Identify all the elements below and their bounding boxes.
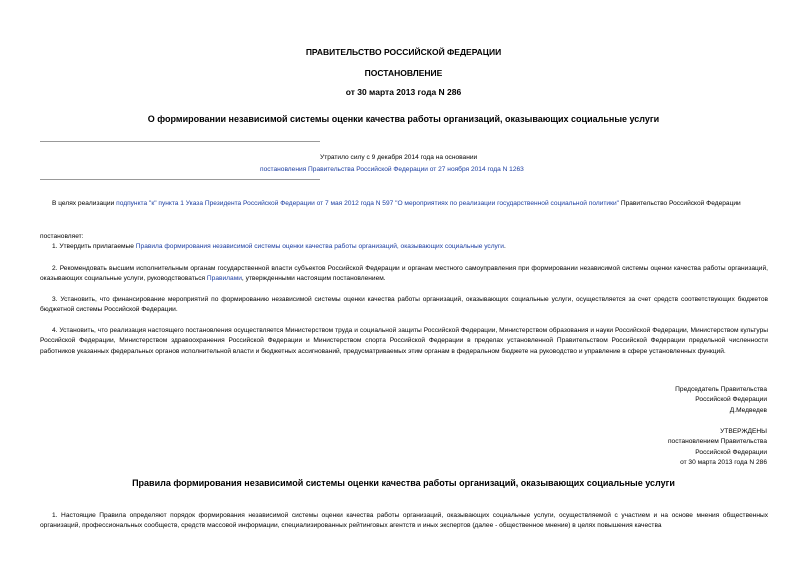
item-2 xyxy=(40,264,768,285)
item-1-text: 1. Утвердить прилагаемые xyxy=(52,243,136,250)
divider-top xyxy=(40,141,320,142)
lapsed-link[interactable]: постановления Правительства Российской Федерации от 27 ноября 2014 года N 1263 xyxy=(260,166,524,173)
rules-link[interactable]: Правила формирования независимой системы оценки качества работы организаций, оказывающих социальные услуги xyxy=(135,243,504,250)
lapsed-note xyxy=(260,152,650,176)
document-title: О формировании независимой системы оценки качества работы организаций, оказывающих социальные услуги xyxy=(147,114,660,124)
divider-bottom xyxy=(40,179,320,180)
preamble-text: В целях реализации xyxy=(52,200,117,207)
item-2-end: , утвержденными настоящим постановлением. xyxy=(241,275,386,283)
preamble-text-end: Правительство Российской Федерации xyxy=(619,200,741,207)
lapsed-text: Утратило силу с 9 декабря 2014 года на основании xyxy=(320,154,478,161)
approval-block xyxy=(668,427,767,468)
approval-line-1: УТВЕРЖДЕНЫ xyxy=(720,428,767,435)
government-heading: ПРАВИТЕЛЬСТВО РОССИЙСКОЙ ФЕДЕРАЦИИ xyxy=(305,47,502,57)
preamble-paragraph xyxy=(40,199,768,209)
decrees-label: постановляет: xyxy=(40,233,84,240)
item-1 xyxy=(40,242,768,252)
signature-block xyxy=(675,385,767,416)
document-date-number: от 30 марта 2013 года N 286 xyxy=(345,87,462,97)
approval-line-2: постановлением Правительства xyxy=(667,438,767,446)
item-3: 3. Установить, что финансирование мероприятий по формированию независимой системы оценки качества работы организаций, оказывающих социальные услуги, осуществляется за счет средств соответствующих бюджетов бюджетной системы Российской Федерации. xyxy=(40,296,768,314)
item-2-text: 2. Рекомендовать высшим исполнительным органам государственной власти субъектов Российской Федерации и органам местного самоуправления при формировании независимой системы оценки качества работы организаций, оказывающих социальные услуги, руководствоваться xyxy=(40,265,768,283)
item-4: 4. Установить, что реализация настоящего постановления осуществляется Министерством труда и социальной защиты Российской Федерации, Министерством образования и науки Российской Федерации, Министерством культуры Российской Федерации, Министерством здравоохранения Российской Федерации и Министерством спорта Российской Федерации в пределах установленной Правительством Российской Федерации предельной численности работников указанных федеральных органов исполнительной власти и бюджетных ассигнований, предусматриваемых этим органам в федеральном бюджете на руководство и управление в сфере установленных функций. xyxy=(40,327,768,355)
rules-title: Правила формирования независимой системы оценки качества работы организаций, оказывающих социальные услуги xyxy=(132,478,675,488)
rules-short-link[interactable]: Правилами xyxy=(206,275,242,283)
approval-line-3: Российской Федерации xyxy=(695,448,767,456)
signature-line-2: Российской Федерации xyxy=(695,396,767,404)
approval-line-4: от 30 марта 2013 года N 286 xyxy=(680,458,767,466)
document-type: ПОСТАНОВЛЕНИЕ xyxy=(364,68,443,78)
decree-link[interactable]: подпункта "к" пункта 1 Указа Президента Российской Федерации от 7 мая 2012 года N 597 "О мероприятиях по реализации государственной социальной политики" xyxy=(116,200,619,207)
rules-item-1: 1. Настоящие Правила определяют порядок формирования независимой системы оценки качества работы организаций, оказывающих социальные услуги, осуществляемой с участием и на основе мнения общественных организаций, профессиональных сообществ, средств массовой информации, специализированных рейтинговых агентств и иных экспертов (далее - общественное мнение) в целях повышения качества xyxy=(40,512,768,530)
signature-line-1: Председатель Правительства xyxy=(675,386,767,393)
item-1-end: . xyxy=(503,243,506,250)
signature-line-3: Д.Медведев xyxy=(729,406,767,414)
